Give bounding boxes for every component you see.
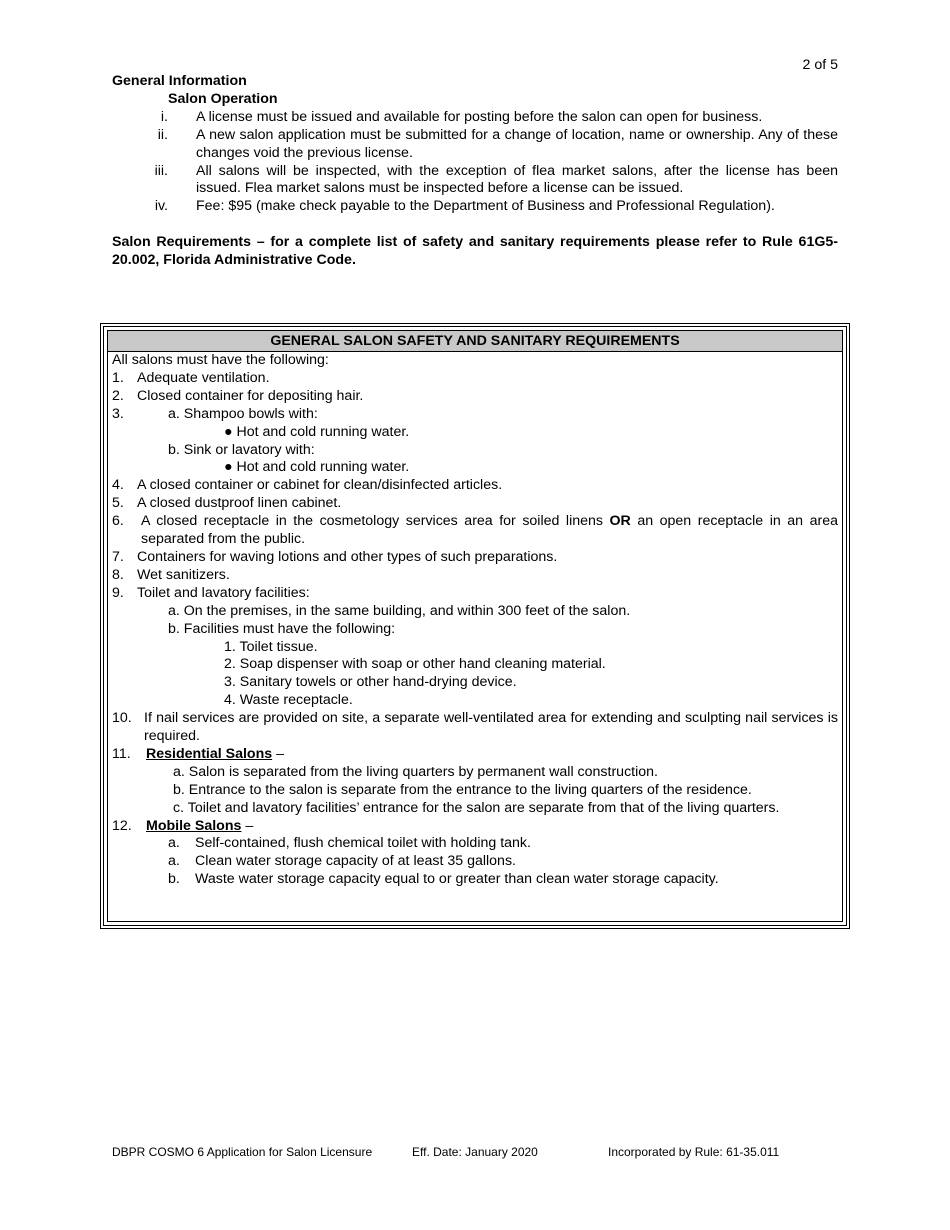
item-text: A closed dustproof linen cabinet.: [137, 495, 342, 512]
item-text-part: –: [241, 817, 254, 834]
item-text: [141, 513, 838, 549]
list-item: [112, 198, 838, 216]
item-text: Adequate ventilation.: [137, 369, 270, 386]
item-text-part: –: [272, 745, 284, 762]
requirement-item-8: [112, 567, 838, 585]
general-information-section: [112, 73, 838, 270]
shampoo-bowls-line: a. Shampoo bowls with:: [168, 405, 318, 422]
list-item-text: A new salon application must be submitted for a change of location, name or ownership. Any of these changes void the previous license.: [196, 126, 838, 161]
salon-requirements-note: Salon Requirements – for a complete list of safety and sanitary requirements please refer to Rule 61G5-20.002, Florida Administrative Code.: [112, 234, 838, 269]
item-number: 7.: [112, 548, 124, 565]
facility-item: 4. Waste receptacle.: [224, 692, 353, 709]
sub-item-text: Self-contained, flush chemical toilet with holding tank.: [195, 835, 531, 852]
requirement-item-4: [112, 477, 838, 495]
sub-item: [168, 835, 838, 853]
item-text-part: an open receptacle in an area separated from the public.: [141, 513, 838, 548]
item-number: 4.: [112, 477, 124, 494]
list-item-text: All salons will be inspected, with the exception of flea market salons, after the license has been issued. Flea market salons must be inspected before a license can be issued.: [196, 162, 838, 197]
footer-rule: Incorporated by Rule: 61-35.011: [608, 1145, 780, 1159]
item-number: 3.: [112, 405, 124, 422]
list-item: [112, 127, 838, 163]
item-number: 12.: [112, 817, 132, 834]
page-number: 2 of 5: [802, 57, 838, 73]
salon-operation-heading: Salon Operation: [168, 90, 278, 107]
facility-item: 3. Sanitary towels or other hand-drying device.: [224, 674, 517, 691]
requirement-item-10: [112, 710, 838, 746]
item-text-part: A closed receptacle in the cosmetology services area for soiled linens: [141, 513, 610, 530]
item-number: 11.: [112, 745, 131, 762]
sub-item: [168, 853, 838, 871]
sub-item: c. Toilet and lavatory facilities’ entrance for the salon are separate from that of the living quarters.: [173, 799, 780, 816]
item-number: 1.: [112, 369, 124, 386]
sub-item: [168, 871, 838, 889]
sub-item: b. Facilities must have the following:: [168, 620, 396, 637]
requirement-item-1: [112, 370, 838, 388]
requirements-box-title: GENERAL SALON SAFETY AND SANITARY REQUIREMENTS: [108, 331, 842, 352]
sub-item: b. Entrance to the salon is separate from the entrance to the living quarters of the residence.: [173, 781, 752, 798]
requirements-intro: All salons must have the following:: [112, 352, 329, 368]
item-number: 6.: [112, 513, 124, 530]
footer-form-name: DBPR COSMO 6 Application for Salon Licensure: [112, 1145, 373, 1159]
item-body: [137, 406, 838, 424]
item-number: 10.: [112, 710, 132, 727]
facility-item: 2. Soap dispenser with soap or other hand cleaning material.: [224, 656, 606, 673]
list-item-number: iv.: [154, 198, 168, 215]
sub-item-number: a.: [168, 853, 180, 870]
sub-item-number: a.: [168, 835, 180, 852]
residential-salons-label: Residential Salons: [146, 745, 273, 762]
item-number: 8.: [112, 566, 124, 583]
page-footer: [112, 1144, 779, 1162]
list-item: [112, 109, 838, 127]
requirement-item-6: [112, 513, 838, 549]
item-text: [146, 746, 838, 764]
bullet-line: ● Hot and cold running water.: [224, 423, 410, 440]
requirement-item-11: [112, 746, 838, 764]
item-text: Containers for waving lotions and other types of such preparations.: [137, 548, 558, 565]
item-text: A closed container or cabinet for clean/disinfected articles.: [137, 477, 503, 494]
item-number: 5.: [112, 495, 124, 512]
requirement-item-9: [112, 585, 838, 603]
mobile-salons-label: Mobile Salons: [146, 817, 242, 834]
sink-lavatory-line: b. Sink or lavatory with:: [168, 441, 315, 458]
list-item-number: ii.: [157, 126, 168, 143]
item-text: If nail services are provided on site, a separate well-ventilated area for extending and sculpting nail services is required.: [144, 710, 838, 745]
requirement-item-2: [112, 388, 838, 406]
facility-item: 1. Toilet tissue.: [224, 638, 318, 655]
requirements-box-inner: [107, 330, 843, 922]
requirements-box-body: [108, 352, 838, 889]
sub-item-text: Waste water storage capacity equal to or greater than clean water storage capacity.: [195, 871, 719, 888]
list-item-text: Fee: $95 (make check payable to the Department of Business and Professional Regulation).: [196, 198, 775, 215]
bullet-line: ● Hot and cold running water.: [224, 459, 410, 476]
sub-item: a. On the premises, in the same building, and within 300 feet of the salon.: [168, 602, 631, 619]
item-number: 9.: [112, 584, 124, 601]
requirement-item-3: [112, 406, 838, 424]
item-text: [146, 818, 838, 836]
list-item: [112, 163, 838, 199]
list-item-number: iii.: [154, 162, 168, 179]
requirements-box: [100, 323, 850, 929]
list-item-number: i.: [160, 108, 168, 125]
list-item-text: A license must be issued and available for posting before the salon can open for business.: [196, 108, 763, 125]
general-information-heading: General Information: [112, 73, 247, 89]
item-text: Closed container for depositing hair.: [137, 387, 364, 404]
sub-item-text: Clean water storage capacity of at least 35 gallons.: [195, 853, 516, 870]
requirement-item-12: [112, 818, 838, 836]
requirement-item-7: [112, 549, 838, 567]
item-number: 2.: [112, 387, 124, 404]
item-text: Wet sanitizers.: [137, 566, 230, 583]
item-text-bold: OR: [609, 513, 631, 530]
item-text: Toilet and lavatory facilities:: [137, 584, 310, 601]
sub-item-number: b.: [168, 871, 180, 888]
sub-item: a. Salon is separated from the living quarters by permanent wall construction.: [173, 763, 658, 780]
footer-effective-date: Eff. Date: January 2020: [412, 1145, 538, 1159]
requirement-item-5: [112, 495, 838, 513]
